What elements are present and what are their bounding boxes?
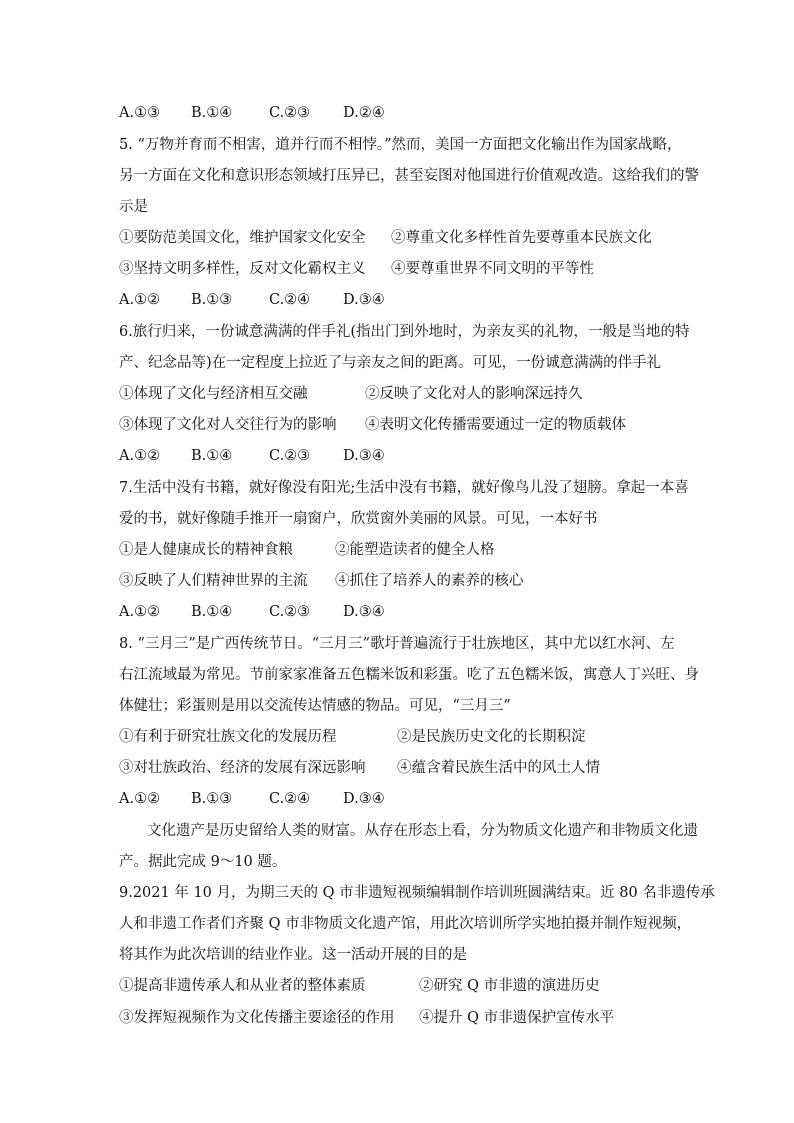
- choice-1: ①提高非遗传承人和从业者的整体素质: [119, 978, 366, 994]
- option-b: B.①④: [191, 105, 233, 121]
- q7-stem-line: 爱的书，就好像随手推开一扇窗户，欣赏窗外美丽的风景。可见，一本好书: [119, 511, 598, 527]
- choice-4: ④要尊重世界不同文明的平等性: [391, 261, 594, 277]
- q9-choices-row: [119, 976, 600, 996]
- option-b: B.①③: [191, 292, 233, 308]
- option-c: C.②④: [269, 791, 311, 807]
- q8-choices-row: [119, 727, 586, 747]
- choice-2: ②研究 Q 市非遗的演进历史: [419, 978, 600, 994]
- option-a: A.①②: [119, 448, 161, 464]
- q8-choices-row: [119, 758, 600, 778]
- option-b: B.①③: [191, 791, 233, 807]
- q9-stem-line: 将其作为此次培训的结业作业。这一活动开展的目的是: [119, 947, 467, 963]
- q6-choices-row: [119, 384, 583, 404]
- option-a: A.①③: [119, 105, 161, 121]
- q7-options: [119, 602, 385, 622]
- choice-2: ②尊重文化多样性首先要尊重本民族文化: [391, 230, 652, 246]
- q5-stem-line: 示是: [119, 199, 148, 215]
- option-a: A.①②: [119, 292, 161, 308]
- q8-stem-line: 右江流域最为常见。节前家家准备五色糯米饭和彩蛋。吃了五色糯米饭，寓意人丁兴旺、身: [119, 667, 699, 683]
- q6-choices-row: [119, 415, 626, 435]
- option-d: D.③④: [343, 292, 385, 308]
- option-d: D.③④: [343, 604, 385, 620]
- choice-2: ②反映了文化对人的影响深远持久: [365, 386, 583, 402]
- choice-1: ①有利于研究壮族文化的发展历程: [119, 729, 337, 745]
- q8-stem-line: 体健壮；彩蛋则是用以交流传达情感的物品。可见，“三月三”: [119, 698, 511, 714]
- option-c: C.②③: [269, 604, 311, 620]
- q7-choices-row: [119, 540, 495, 560]
- choice-4: ④提升 Q 市非遗保护宣传水平: [419, 1010, 615, 1026]
- option-c: C.②③: [269, 105, 311, 121]
- material-line: 文化遗产是历史留给人类的财富。从存在形态上看，分为物质文化遗产和非物质文化遗: [147, 823, 698, 839]
- material-line: 产。据此完成 9～10 题。: [119, 854, 287, 870]
- option-d: D.②④: [343, 105, 385, 121]
- option-b: B.①④: [191, 604, 233, 620]
- choice-3: ③对壮族政治、经济的发展有深远影响: [119, 760, 366, 776]
- option-a: A.①②: [119, 604, 161, 620]
- option-d: D.③④: [343, 448, 385, 464]
- option-c: C.②④: [269, 292, 311, 308]
- option-a: A.①②: [119, 791, 161, 807]
- option-b: B.①④: [191, 448, 233, 464]
- choice-3: ③坚持文明多样性，反对文化霸权主义: [119, 261, 366, 277]
- choice-3: ③反映了人们精神世界的主流: [119, 573, 308, 589]
- q9-stem-line: 人和非遗工作者们齐聚 Q 市非物质文化遗产馆，用此次培训所学实地拍摄并制作短视频，: [119, 916, 692, 932]
- q4-options: [119, 103, 385, 123]
- q5-choices-row: [119, 259, 594, 279]
- q9-stem-line: 9.2021 年 10 月，为期三天的 Q 市非遗短视频编辑制作培训班圆满结束。近 80 名非遗传承: [119, 885, 715, 901]
- q5-choices-row: [119, 228, 652, 248]
- q7-stem-line: 7.生活中没有书籍，就好像没有阳光;生活中没有书籍，就好像鸟儿没了翅膀。拿起一本喜: [119, 480, 689, 496]
- q8-stem-line: 8. “三月三”是广西传统节日。“三月三”歌圩普遍流行于壮族地区，其中尤以红水河、左: [119, 636, 675, 652]
- q5-stem-line: 另一方面在文化和意识形态领域打压异已，甚至妄图对他国进行价值观改造。这给我们的警: [119, 168, 699, 184]
- choice-1: ①要防范美国文化，维护国家文化安全: [119, 230, 366, 246]
- option-d: D.③④: [343, 791, 385, 807]
- choice-4: ④蕴含着民族生活中的风土人情: [397, 760, 600, 776]
- q7-choices-row: [119, 571, 524, 591]
- q5-stem-line: 5. “万物并育而不相害，道并行而不相悖。”然而，美国一方面把文化输出作为国家战略，: [119, 137, 682, 153]
- choice-1: ①是人健康成长的精神食粮: [119, 542, 293, 558]
- q6-stem-line: 产、纪念品等)在一定程度上拉近了与亲友之间的距离。可见，一份诚意满满的伴手礼: [119, 355, 662, 371]
- choice-1: ①体现了文化与经济相互交融: [119, 386, 308, 402]
- choice-2: ②能塑造读者的健全人格: [335, 542, 495, 558]
- choice-4: ④表明文化传播需要通过一定的物质载体: [365, 417, 626, 433]
- choice-2: ②是民族历史文化的长期积淀: [397, 729, 586, 745]
- q5-options: [119, 290, 385, 310]
- choice-4: ④抓住了培养人的素养的核心: [335, 573, 524, 589]
- q6-options: [119, 446, 385, 466]
- option-c: C.②③: [269, 448, 311, 464]
- q8-options: [119, 789, 385, 809]
- choice-3: ③体现了文化对人交往行为的影响: [119, 417, 337, 433]
- choice-3: ③发挥短视频作为文化传播主要途径的作用: [119, 1010, 395, 1026]
- q6-stem-line: 6.旅行归来，一份诚意满满的伴手礼(指出门到外地时，为亲友买的礼物，一般是当地的特: [119, 324, 690, 340]
- q9-choices-row: [119, 1008, 614, 1028]
